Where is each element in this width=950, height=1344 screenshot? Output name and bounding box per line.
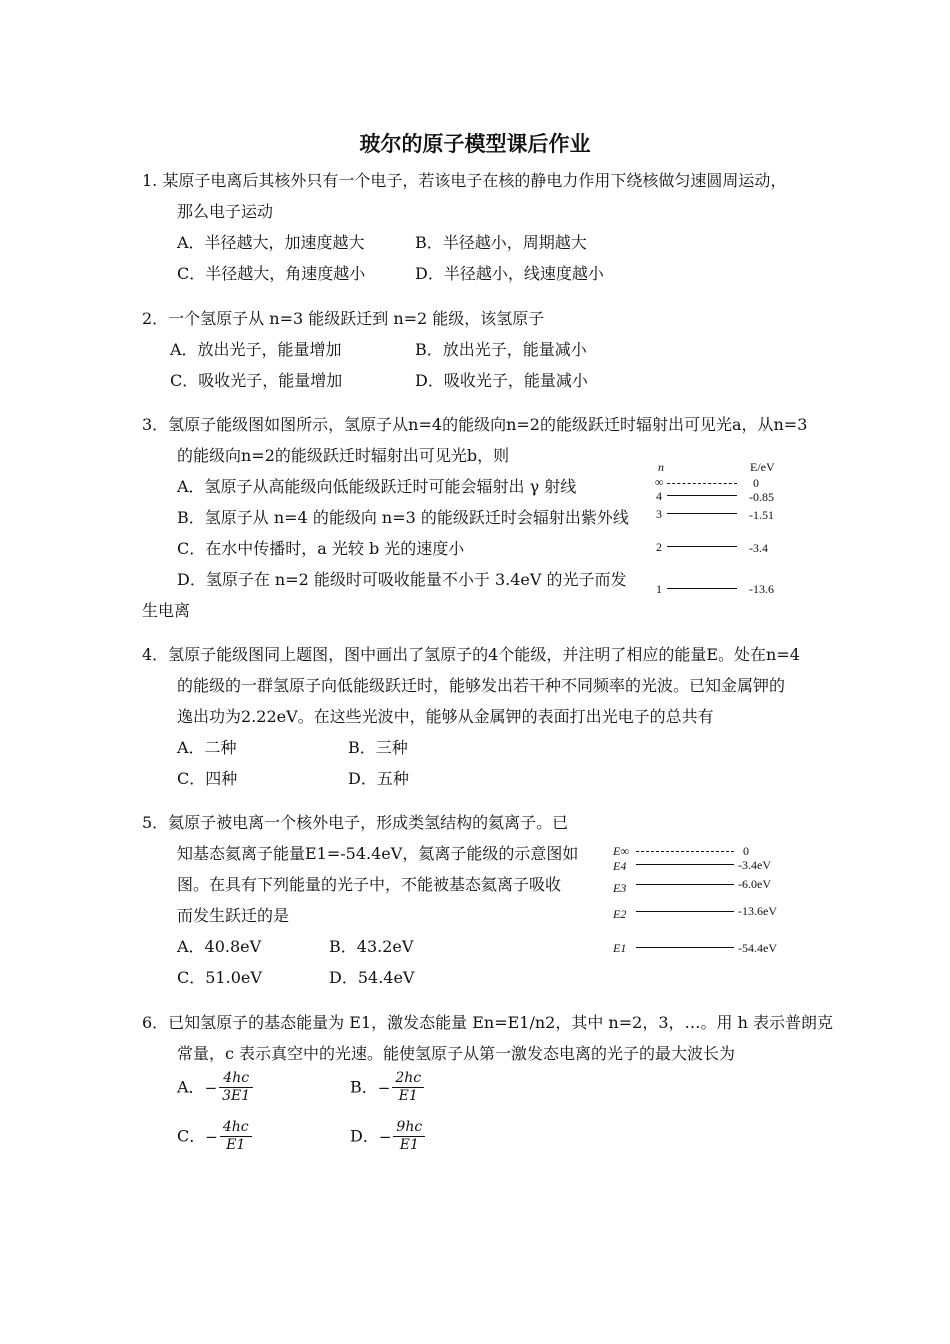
he-level-line-3 <box>636 884 734 885</box>
minus-sign: − <box>205 1127 218 1146</box>
level-n-label: 1 <box>656 582 662 596</box>
option-label: B． <box>350 1077 378 1097</box>
q1-stem: 1. 某原子电离后其核外只有一个电子，若该电子在核的静电力作用下绕核做匀速圆周运动， <box>142 171 787 190</box>
numerator: 2hc <box>392 1070 424 1088</box>
q3-stem-cont: 的能级向n=2的能级跃迁时辐射出可见光b，则 <box>177 446 510 465</box>
level-n-label: 4 <box>656 489 662 503</box>
q5-stem-cont: 图。在具有下列能量的光子中，不能被基态氦离子吸收 <box>177 875 562 894</box>
level-energy: -13.6eV <box>738 904 777 918</box>
he-level-line-4 <box>636 864 734 865</box>
q2-stem: 2．一个氢原子从 n=3 能级跃迁到 n=2 能级，该氢原子 <box>142 309 545 328</box>
level-energy: 0 <box>753 476 759 490</box>
level-energy: -1.51 <box>749 508 774 522</box>
q2-option-d: D．吸收光子，能量减小 <box>415 371 588 390</box>
q6-option-c <box>177 1119 252 1154</box>
q5-option-c: C．51.0eV <box>177 968 262 987</box>
q2-option-b: B．放出光子，能量减小 <box>415 340 587 359</box>
q3-option-d: D．氢原子在 n=2 能级时可吸收能量不小于 3.4eV 的光子而发 <box>177 570 627 589</box>
diagram-n-header: n <box>658 460 664 474</box>
q3-option-a: A．氢原子从高能级向低能级跃迁时可能会辐射出 γ 射线 <box>177 477 577 496</box>
q6-option-b <box>350 1070 424 1105</box>
q4-stem: 4．氢原子能级图同上题图，图中画出了氢原子的4个能级，并注明了相应的能量E。处在n=4 <box>142 645 800 664</box>
level-label: E2 <box>613 907 627 921</box>
diagram-e-header: E/eV <box>750 460 775 474</box>
q5-stem-cont: 知基态氦离子能量E1=-54.4eV，氦离子能级的示意图如 <box>177 844 579 863</box>
numerator: 4hc <box>220 1119 252 1137</box>
q3-option-b: B．氢原子从 n=4 的能级向 n=3 的能级跃迁时会辐射出紫外线 <box>177 508 629 527</box>
q4-option-d: D．五种 <box>348 769 409 788</box>
q1-option-d: D．半径越小，线速度越小 <box>415 264 604 283</box>
level-label: E1 <box>613 941 627 955</box>
q5-stem-cont: 而发生跃迁的是 <box>177 906 290 925</box>
fraction <box>392 1070 424 1105</box>
fraction <box>219 1070 253 1105</box>
denominator: E1 <box>398 1088 418 1104</box>
he-level-line-2 <box>636 911 734 912</box>
level-n-label: 3 <box>656 507 662 521</box>
level-line-infinity <box>667 483 737 484</box>
q2-option-c: C．吸收光子，能量增加 <box>170 371 343 390</box>
level-label: E3 <box>613 881 627 895</box>
q6-option-a <box>177 1070 253 1105</box>
q4-option-b: B．三种 <box>348 738 408 757</box>
q1-option-b: B．半径越小，周期越大 <box>415 233 587 252</box>
level-label: E∞ <box>613 844 629 858</box>
q6-option-d <box>350 1119 425 1154</box>
q5-option-a: A．40.8eV <box>177 937 262 956</box>
fraction <box>220 1119 252 1154</box>
q4-option-a: A．二种 <box>177 738 237 757</box>
q5-option-d: D．54.4eV <box>329 968 415 987</box>
q5-stem: 5．氦原子被电离一个核外电子，形成类氢结构的氦离子。已 <box>142 813 569 832</box>
minus-sign: − <box>204 1078 218 1097</box>
minus-sign: − <box>378 1127 392 1146</box>
level-energy: -3.4 <box>749 541 768 555</box>
q6-stem: 6．已知氢原子的基态能量为 E1，激发态能量 En=E1/n2，其中 n=2，3，…。用 h 表示普朗克 <box>142 1013 833 1032</box>
q3-option-d-cont: 生电离 <box>142 601 191 620</box>
level-energy: -6.0eV <box>738 877 771 891</box>
q4-option-c: C．四种 <box>177 769 238 788</box>
level-line-1 <box>667 588 737 589</box>
denominator: E1 <box>399 1137 419 1153</box>
q2-option-a: A．放出光子，能量增加 <box>170 340 342 359</box>
q4-stem-cont: 的能级的一群氢原子向低能级跃迁时，能够发出若干种不同频率的光波。已知金属钾的 <box>177 676 786 695</box>
q3-stem: 3．氢原子能级图如图所示，氢原子从n=4的能级向n=2的能级跃迁时辐射出可见光a，从n=3 <box>142 415 808 434</box>
level-energy: -3.4eV <box>738 858 771 872</box>
level-energy: -54.4eV <box>738 941 777 955</box>
he-level-line-infinity <box>636 851 734 852</box>
numerator: 4hc <box>219 1070 253 1088</box>
level-line-3 <box>667 513 737 514</box>
level-label: E4 <box>613 859 627 873</box>
denominator: 3E1 <box>222 1088 251 1104</box>
q1-option-a: A．半径越大，加速度越大 <box>177 233 365 252</box>
option-label: C． <box>177 1126 206 1146</box>
q6-stem-cont: 常量，c 表示真空中的光速。能使氢原子从第一激发态电离的光子的最大波长为 <box>177 1044 736 1063</box>
q4-stem-cont: 逸出功为2.22eV。在这些光波中，能够从金属钾的表面打出光电子的总共有 <box>177 707 714 726</box>
numerator: 9hc <box>393 1119 425 1137</box>
fraction <box>393 1119 425 1154</box>
option-label: D． <box>350 1126 379 1146</box>
level-n-label: 2 <box>656 540 662 554</box>
option-label: A． <box>177 1077 205 1097</box>
q5-option-b: B．43.2eV <box>329 937 414 956</box>
minus-sign: − <box>377 1078 391 1097</box>
he-level-line-1 <box>636 947 734 948</box>
level-energy: 0 <box>743 844 749 858</box>
level-n-label: ∞ <box>655 475 664 489</box>
level-energy: -0.85 <box>749 490 774 504</box>
level-energy: -13.6 <box>749 582 774 596</box>
q3-option-c: C．在水中传播时，a 光较 b 光的速度小 <box>177 539 465 558</box>
q1-option-c: C．半径越大，角速度越小 <box>177 264 366 283</box>
page-title: 玻尔的原子模型课后作业 <box>359 131 591 156</box>
level-line-4 <box>667 495 737 496</box>
level-line-2 <box>667 546 737 547</box>
denominator: E1 <box>226 1137 246 1153</box>
q1-stem-cont: 那么电子运动 <box>177 202 274 221</box>
